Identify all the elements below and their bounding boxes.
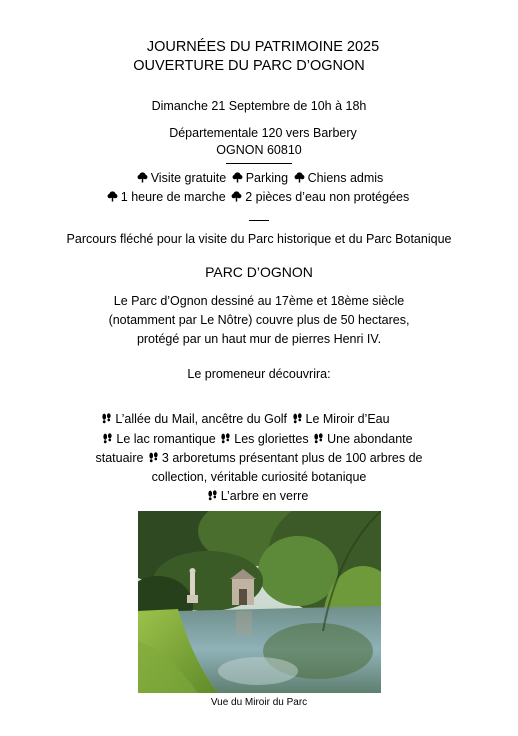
highlight-statuary: Une abondante: [327, 432, 413, 446]
feature-dogs-allowed: Chiens admis: [307, 171, 384, 185]
highlight-glass-tree: L’arbre en verre: [220, 489, 309, 503]
tree-icon: [107, 191, 118, 202]
highlights-line-2: [0, 431, 516, 447]
park-description-1: Le Parc d’Ognon dessiné au 17ème et 18ème siècle: [113, 294, 405, 308]
route-note: Parcours fléché pour la visite du Parc historique et du Parc Botanique: [66, 232, 452, 246]
title-line-1: JOURNÉES DU PATRIMOINE 2025: [146, 39, 380, 55]
feature-water-warning: 2 pièces d’eau non protégées: [245, 190, 410, 204]
highlight-water-mirror: Le Miroir d’Eau: [305, 412, 390, 426]
highlight-gloriettes: Les gloriettes: [234, 432, 309, 446]
footprints-icon: [207, 490, 218, 502]
photo-caption: Vue du Miroir du Parc: [210, 697, 308, 708]
address-line-1: Départementale 120 vers Barbery: [169, 126, 357, 140]
address-line-2: OGNON 60810: [216, 143, 302, 157]
feature-free-visit: Visite gratuite: [150, 171, 227, 185]
footprints-icon: [313, 433, 324, 445]
park-intro: Le promeneur découvrira:: [187, 367, 331, 381]
event-date: Dimanche 21 Septembre de 10h à 18h: [151, 99, 367, 113]
highlight-arboretums: 3 arboretums présentant plus de 100 arbres de: [161, 451, 423, 465]
feature-parking: Parking: [245, 171, 289, 185]
highlights-line-5: [0, 488, 516, 504]
divider-2: [249, 220, 269, 221]
highlight-romantic-lake: Le lac romantique: [116, 432, 216, 446]
highlight-mail-alley: L’allée du Mail, ancêtre du Golf: [115, 412, 288, 426]
divider-1: [226, 163, 292, 164]
park-photo: [138, 511, 381, 693]
footprints-icon: [148, 452, 159, 464]
park-description-3: protégé par un haut mur de pierres Henri IV.: [136, 332, 382, 346]
highlights-line-1: [0, 411, 504, 427]
tree-icon: [137, 172, 148, 183]
title-line-2: OUVERTURE DU PARC D’OGNON: [133, 58, 365, 74]
tree-icon: [232, 172, 243, 183]
highlight-statuary-cont: statuaire: [95, 451, 144, 465]
footprints-icon: [101, 413, 112, 425]
park-description-2: (notamment par Le Nôtre) couvre plus de 50 hectares,: [108, 313, 410, 327]
tree-icon: [294, 172, 305, 183]
highlights-line-3: [0, 450, 518, 466]
footprints-icon: [220, 433, 231, 445]
park-heading: PARC D’OGNON: [205, 264, 313, 280]
features-row-2: [0, 189, 516, 205]
footprints-icon: [292, 413, 303, 425]
tree-icon: [231, 191, 242, 202]
footprints-icon: [102, 433, 113, 445]
water-mirror-photo: [138, 511, 381, 693]
highlights-line-4: collection, véritable curiosité botanique: [151, 470, 367, 484]
feature-walk-duration: 1 heure de marche: [120, 190, 226, 204]
features-row-1: [0, 170, 518, 186]
